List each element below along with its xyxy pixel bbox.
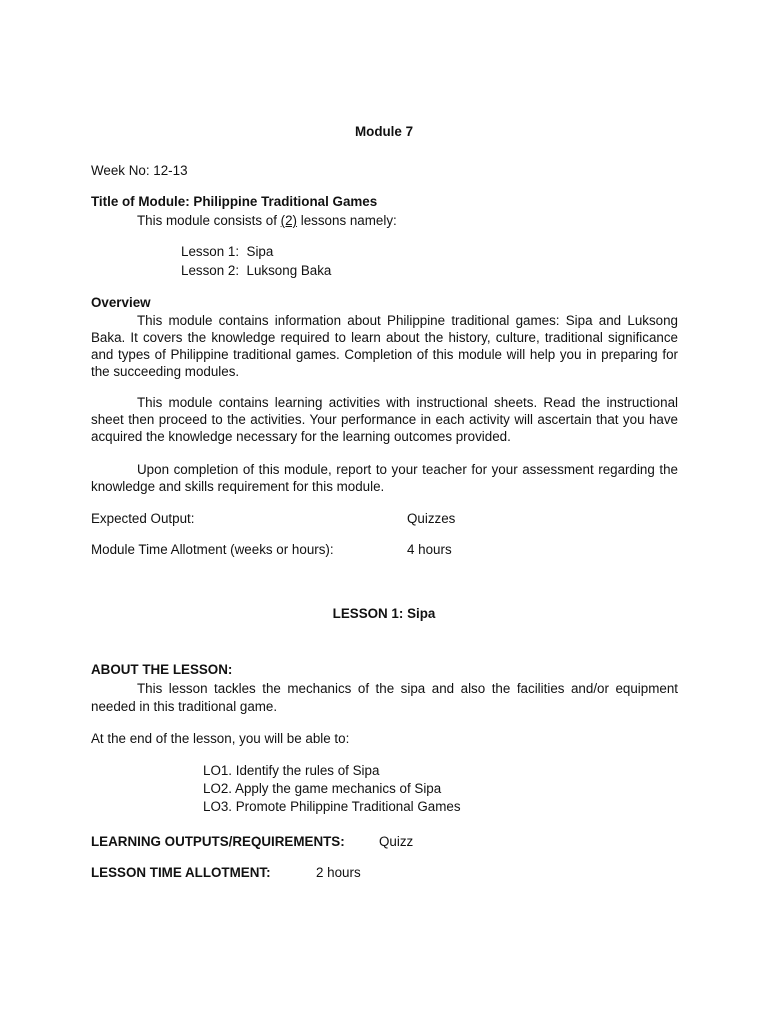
lesson-count-sentence <box>137 212 397 229</box>
lesson-list-item-1: Lesson 1: Sipa <box>181 244 274 259</box>
learning-outputs-label: LEARNING OUTPUTS/REQUIREMENTS: <box>91 834 345 849</box>
lesson-time-allotment-label: LESSON TIME ALLOTMENT: <box>91 865 271 880</box>
learning-outcome-1: LO1. Identify the rules of Sipa <box>203 763 380 778</box>
lesson-count-before: This module consists of <box>137 213 281 228</box>
about-lesson-text: This lesson tackles the mechanics of the sipa and also the facilities and/or equipment needed in this traditional game. <box>91 681 678 714</box>
lesson-count-after: lessons namely: <box>297 213 397 228</box>
week-number: Week No: 12-13 <box>91 163 188 178</box>
time-allotment-value: 4 hours <box>407 542 452 557</box>
lesson-time-allotment-value: 2 hours <box>316 865 361 880</box>
lesson1-heading: LESSON 1: Sipa <box>332 606 436 621</box>
overview-paragraph-2: This module contains learning activities with instructional sheets. Read the instructional sheet then proceed to the activities. Your performance in each activity will ascertain that you have acquired the knowledge necessary for the learning outcomes provided. <box>91 395 678 444</box>
module-name-heading: Title of Module: Philippine Traditional Games <box>91 194 378 209</box>
expected-output-value: Quizzes <box>407 511 456 526</box>
module-title: Module 7 <box>354 124 414 139</box>
overview-paragraph-1: This module contains information about Philippine traditional games: Sipa and Luksong Baka. It covers the knowledge required to learn about the history, culture, traditional significance and types of Philippine traditional games. Completion of this module will help you in preparing for the succeeding modules. <box>91 313 678 379</box>
time-allotment-label: Module Time Allotment (weeks or hours): <box>91 542 334 557</box>
expected-output-label: Expected Output: <box>91 511 195 526</box>
lesson-list-item-2: Lesson 2: Luksong Baka <box>181 263 332 278</box>
overview-heading: Overview <box>91 295 151 310</box>
about-lesson-heading: ABOUT THE LESSON: <box>91 662 233 677</box>
learning-outputs-value: Quizz <box>379 834 414 849</box>
learning-outcome-3: LO3. Promote Philippine Traditional Games <box>203 799 461 814</box>
overview-paragraph-3: Upon completion of this module, report to your teacher for your assessment regarding the knowledge and skills requirement for this module. <box>91 462 678 494</box>
learning-outcomes-intro: At the end of the lesson, you will be able to: <box>91 731 350 746</box>
learning-outcome-2: LO2. Apply the game mechanics of Sipa <box>203 781 442 796</box>
lesson-count: (2) <box>280 213 298 228</box>
